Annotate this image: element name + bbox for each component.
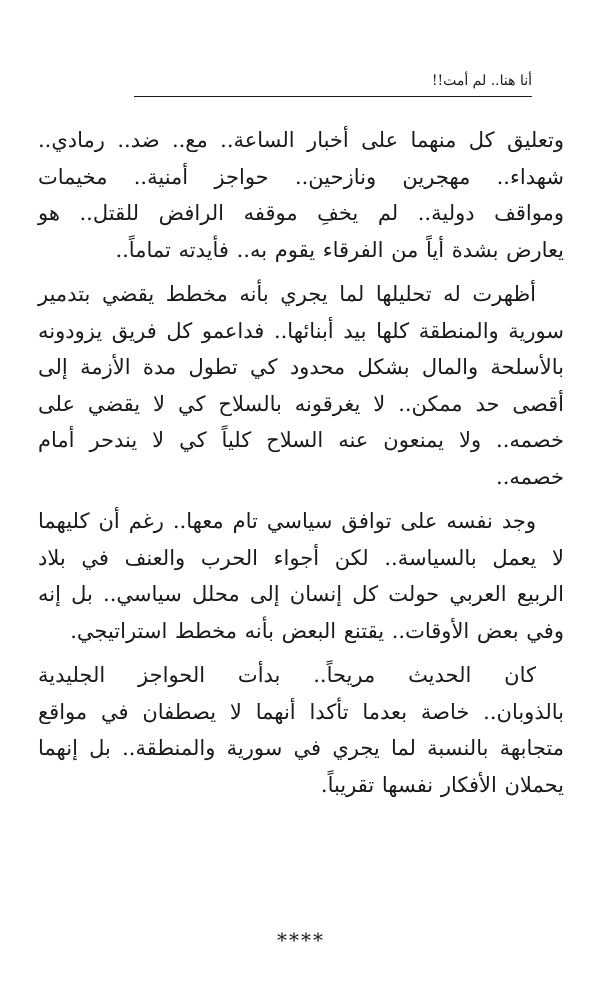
text-line: وفي بعض الأوقات.. يقتنع البعض بأنه مخطط استراتيجي. <box>70 618 564 643</box>
text-line: خصمه.. <box>496 464 564 489</box>
text-line: بالذوبان.. خاصة بعدما تأكدا أنهما لا يصطفان في مواقع <box>38 699 564 724</box>
running-header-title: أنا هنا.. لم أمت!! <box>431 73 532 89</box>
text-line: لا يعمل بالسياسة.. لكن أجواء الحرب والعنف في بلاد <box>38 545 564 570</box>
text-line: وتعليق كل منهما على أخبار الساعة.. مع.. ضد.. رمادي.. <box>38 128 564 152</box>
section-separator: **** <box>277 928 325 952</box>
text-line: الربيع العربي حولت كل إنسان إلى محلل سياسي.. بل إنه <box>38 582 564 606</box>
text-line: شهداء.. مهجرين ونازحين.. حواجز أمنية.. مخيمات <box>38 164 564 189</box>
body-text <box>38 122 564 811</box>
paragraph-1 <box>38 122 564 268</box>
text-line: متجابهة بالنسبة لما يجري في سورية والمنطقة.. بل إنهما <box>38 736 564 760</box>
text-line: كان الحديث مريحاً.. بدأت الحواجز الجليدية <box>38 663 536 687</box>
text-line: يحملان الأفكار نفسها تقريباً. <box>320 772 564 797</box>
paragraph-4 <box>38 657 564 803</box>
paragraph-3 <box>38 503 564 649</box>
text-line: خصمه.. ولا يمنعون عنه السلاح كلياً كي لا يندحر أمام <box>38 428 564 452</box>
text-line: بالأسلحة والمال بشكل محدود كي تطول مدة الأزمة إلى <box>38 355 564 379</box>
text-line: وجد نفسه على توافق سياسي تام معها.. رغم أن كليهما <box>38 509 536 533</box>
header-rule <box>134 96 532 97</box>
text-line: أظهرت له تحليلها لما يجري بأنه مخطط يقضي بتدمير <box>38 282 536 306</box>
text-line: يعارض بشدة أياً من الفرقاء يقوم به.. فأيدته تماماً.. <box>115 237 564 262</box>
text-line: ومواقف دولية.. لم يخفِ موقفه الرافض للقتل.. هو <box>38 201 564 225</box>
text-line: أقصى حد ممكن.. لا يغرقونه بالسلاح كي لا يقضي على <box>38 391 564 416</box>
paragraph-2 <box>38 276 564 495</box>
text-line: سورية والمنطقة كلها بيد أبنائها.. فداعمو كل فريق يزودونه <box>38 318 564 343</box>
